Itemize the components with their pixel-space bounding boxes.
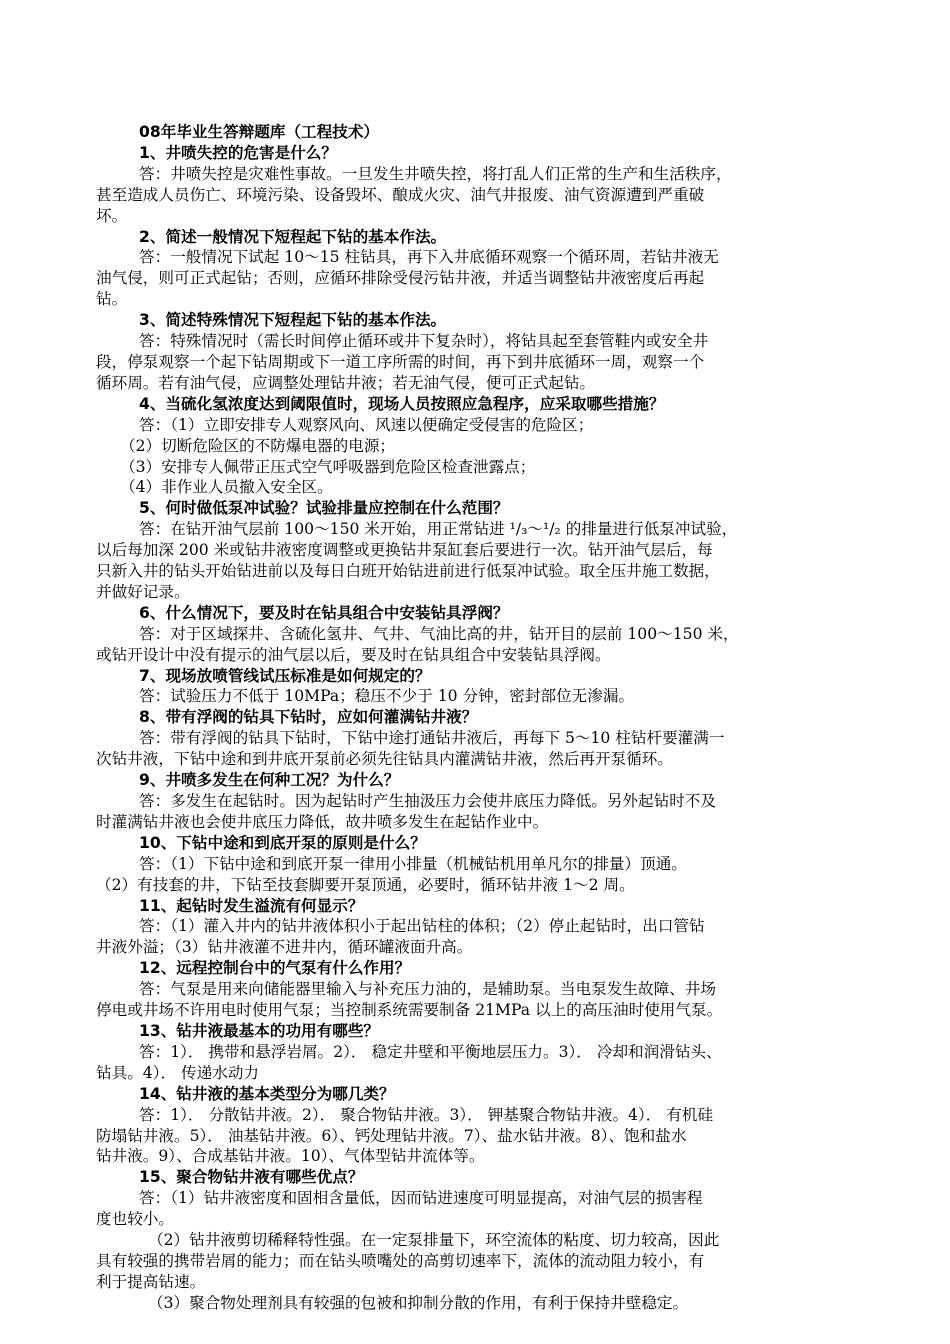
answer-line: 停电或井场不许用电时使用气泵；当控制系统需要制备 21MPa 以上的高压油时使用气泵。 xyxy=(96,1001,723,1020)
qa-item xyxy=(96,143,856,227)
qa-item xyxy=(96,498,856,603)
qa-item xyxy=(96,1167,856,1313)
answer-line: （2）钻井液剪切稀释特性强。在一定泵排量下，环空流体的粘度、切力较高，因此 xyxy=(148,1231,720,1250)
qa-item xyxy=(96,958,856,1021)
answer-text xyxy=(96,791,856,833)
answer-line: 答：试验压力不低于 10MPa；稳压不少于 10 分钟，密封部位无渗漏。 xyxy=(139,687,635,706)
qa-item xyxy=(96,770,856,833)
page-title: 08年毕业生答辩题库（工程技术） xyxy=(139,123,380,141)
question-heading: 14、钻井液的基本类型分为哪几类？ xyxy=(139,1084,395,1103)
answer-text xyxy=(96,686,856,707)
question-heading: 8、带有浮阀的钻具下钻时，应如何灌满钻井液？ xyxy=(139,708,478,727)
answer-line: （2）切断危险区的不防爆电器的电源； xyxy=(120,436,396,455)
question-heading: 5、何时做低泵冲试验？试验排量应控制在什么范围？ xyxy=(139,499,509,518)
answer-line: 坏。 xyxy=(96,206,128,225)
answer-line: 钻具。4）． 传递水动力 xyxy=(96,1063,260,1082)
answer-text xyxy=(96,164,856,227)
question-heading: 9、井喷多发生在何种工况？为什么？ xyxy=(139,771,400,790)
answer-text xyxy=(96,1188,856,1313)
question-heading: 11、起钻时发生溢流有何显示？ xyxy=(139,896,364,915)
qa-item xyxy=(96,707,856,770)
answer-line: （3）聚合物处理剂具有较强的包被和抑制分散的作用，有利于保持井壁稳定。 xyxy=(148,1293,689,1312)
answer-text xyxy=(96,415,856,499)
qa-item xyxy=(96,310,856,394)
answer-line: 答：（1）钻井液密度和固相含量低，因而钻进速度可明显提高，对油气层的损害程 xyxy=(139,1189,703,1208)
question-heading: 2、简述一般情况下短程起下钻的基本作法。 xyxy=(139,227,447,246)
answer-line: 具有较强的携带岩屑的能力；而在钻头喷嘴处的高剪切速率下，流体的流动阻力较小，有 xyxy=(96,1251,705,1270)
answer-text xyxy=(96,331,856,394)
answer-text xyxy=(96,979,856,1021)
answer-text xyxy=(96,624,856,666)
answer-line: 答：1）． 携带和悬浮岩屑。2）． 稳定井壁和平衡地层压力。3）． 冷却和润滑钻头、 xyxy=(139,1042,722,1061)
answer-line: 甚至造成人员伤亡、环境污染、设备毁坏、酿成火灾、油气井报废、油气资源遭到严重破 xyxy=(96,185,705,204)
qa-item xyxy=(96,394,856,499)
answer-line: 钻。 xyxy=(96,290,128,309)
question-heading: 15、聚合物钻井液有哪些优点？ xyxy=(139,1168,364,1187)
answer-line: 答：一般情况下试起 10～15 柱钻具，再下入井底循环观察一个循环周，若钻井液无 xyxy=(139,248,719,267)
qa-item xyxy=(96,666,856,708)
question-heading: 4、当硫化氢浓度达到阈限值时，现场人员按照应急程序，应采取哪些措施？ xyxy=(139,394,665,413)
answer-line: 防塌钻井液。5）． 油基钻井液。6）、钙处理钻井液。7）、盐水钻井液。8）、饱和盐水 xyxy=(96,1126,687,1145)
qa-item xyxy=(96,227,856,311)
answer-line: 次钻井液，下钻中途和到井底开泵前必须先往钻具内灌满钻井液，然后再开泵循环。 xyxy=(96,750,673,769)
question-heading: 1、井喷失控的危害是什么？ xyxy=(139,143,337,162)
answer-line: （2）有技套的井，下钻至技套脚要开泵顶通，必要时，循环钻井液 1～2 周。 xyxy=(96,875,635,894)
answer-line: 答：特殊情况时（需长时间停止循环或井下复杂时），将钻具起至套管鞋内或安全井 xyxy=(139,332,709,351)
answer-line: （4）非作业人员撤入安全区。 xyxy=(120,478,333,497)
answer-text xyxy=(96,1042,856,1084)
answer-text xyxy=(96,728,856,770)
answer-line: 答：（1）立即安排专人观察风向、风速以便确定受侵害的危险区； xyxy=(139,415,594,434)
answer-line: 答：在钻开油气层前 100～150 米开始，用正常钻进 ¹/₃～¹/₂ 的排量进行低泵冲试验， xyxy=(139,520,738,539)
document-body xyxy=(96,122,856,1314)
answer-line: 或钻开设计中没有提示的油气层以后，要及时在钻具组合中安装钻具浮阀。 xyxy=(96,645,611,664)
answer-text xyxy=(96,519,856,603)
question-heading: 13、钻井液最基本的功用有哪些？ xyxy=(139,1021,380,1040)
answer-line: 油气侵，则可正式起钻；否则，应循环排除受侵污钻井液，并适当调整钻井液密度后再起 xyxy=(96,269,705,288)
answer-text xyxy=(96,1105,856,1168)
qa-item xyxy=(96,1021,856,1084)
qa-item xyxy=(96,833,856,896)
answer-line: 利于提高钻速。 xyxy=(96,1272,206,1291)
answer-line: 答：（1）下钻中途和到底开泵一律用小排量（机械钻机用单凡尔的排量）顶通。 xyxy=(139,854,687,873)
answer-line: （3）安排专人佩带正压式空气呼吸器到危险区检查泄露点； xyxy=(120,457,536,476)
answer-text xyxy=(96,247,856,310)
answer-line: 答：带有浮阀的钻具下钻时，下钻中途打通钻井液后，再每下 5～10 柱钻杆要灌满一 xyxy=(139,729,725,748)
question-heading: 7、现场放喷管线试压标准是如何规定的？ xyxy=(139,666,431,685)
answer-text xyxy=(96,854,856,896)
question-heading: 3、简述特殊情况下短程起下钻的基本作法。 xyxy=(139,311,447,330)
answer-line: 答：对于区域探井、含硫化氢井、气井、气油比高的井，钻开目的层前 100～150 米， xyxy=(139,624,739,643)
answer-line: 只新入井的钻头开始钻进前以及每日白班开始钻进前进行低泵冲试验。取全压井施工数据， xyxy=(96,562,720,581)
qa-list xyxy=(96,143,856,1314)
answer-line: 循环周。若有油气侵，应调整处理钻井液；若无油气侵，便可正式起钻。 xyxy=(96,373,596,392)
answer-line: 段，停泵观察一个起下钻周期或下一道工序所需的时间，再下到井底循环一周，观察一个 xyxy=(96,352,705,371)
answer-line: 度也较小。 xyxy=(96,1210,174,1229)
answer-line: 答：（1）灌入井内的钻井液体积小于起出钻柱的体积；（2）停止起钻时，出口管钻 xyxy=(139,917,705,936)
qa-item xyxy=(96,1084,856,1168)
answer-line: 以后每加深 200 米或钻井液密度调整或更换钻井泵缸套后要进行一次。钻开油气层后，每 xyxy=(96,541,713,560)
answer-line: 答：1）． 分散钻井液。2）． 聚合物钻井液。3）． 钾基聚合物钻井液。4）． 有机硅 xyxy=(139,1105,714,1124)
answer-line: 并做好记录。 xyxy=(96,582,190,601)
qa-item xyxy=(96,896,856,959)
answer-line: 答：气泵是用来向储能器里输入与补充压力油的，是辅助泵。当电泵发生故障、井场 xyxy=(139,980,716,999)
answer-line: 钻井液。9）、合成基钻井液。10）、气体型钻井流体等。 xyxy=(96,1147,485,1166)
answer-line: 答：井喷失控是灾难性事故。一旦发生井喷失控，将打乱人们正常的生产和生活秩序， xyxy=(139,164,732,183)
answer-line: 井液外溢；（3）钻井液灌不进井内，循环罐液面升高。 xyxy=(96,938,473,957)
question-heading: 6、什么情况下，要及时在钻具组合中安装钻具浮阀？ xyxy=(139,603,509,622)
answer-text xyxy=(96,916,856,958)
question-heading: 12、远程控制台中的气泵有什么作用？ xyxy=(139,959,411,978)
answer-line: 答：多发生在起钻时。因为起钻时产生抽汲压力会使井底压力降低。另外起钻时不及 xyxy=(139,792,716,810)
qa-item xyxy=(96,603,856,666)
answer-line: 时灌满钻井液也会使井底压力降低，故井喷多发生在起钻作业中。 xyxy=(96,812,549,831)
question-heading: 10、下钻中途和到底开泵的原则是什么？ xyxy=(139,833,426,852)
